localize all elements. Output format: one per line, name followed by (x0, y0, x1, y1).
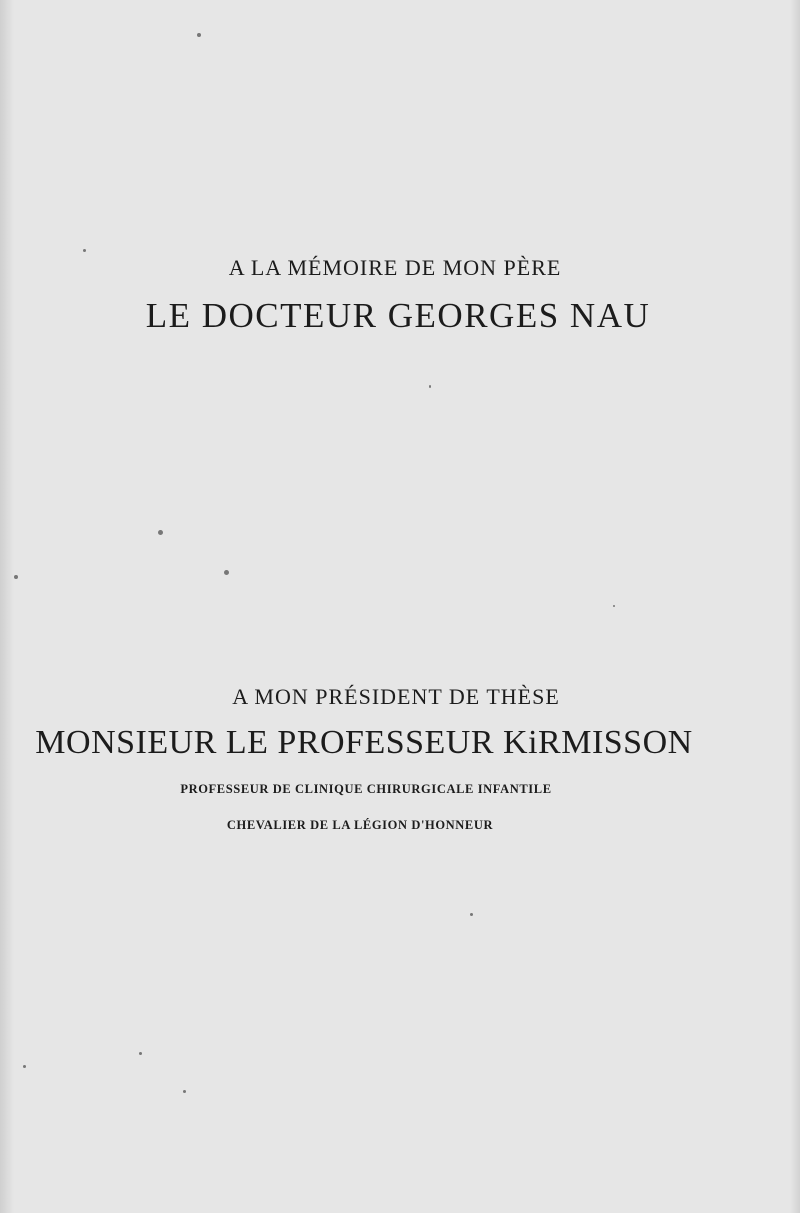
page-edge-right (790, 0, 800, 1213)
print-speck (183, 1090, 186, 1093)
dedication-father-name: LE DOCTEUR GEORGES NAU (145, 296, 651, 335)
print-speck (470, 913, 473, 916)
dedication-president-name: MONSIEUR LE PROFESSEUR KiRMISSON (35, 724, 693, 761)
print-speck (23, 1065, 26, 1068)
print-speck (429, 385, 431, 388)
print-speck (613, 605, 615, 607)
print-speck (224, 570, 229, 575)
dedication-father-line: A LA MÉMOIRE DE MON PÈRE (228, 255, 562, 280)
page-edge-left (0, 0, 14, 1213)
print-speck (197, 33, 201, 37)
print-speck (83, 249, 86, 252)
president-title-line-1: PROFESSEUR DE CLINIQUE CHIRURGICALE INFANTILE (180, 782, 552, 796)
president-title-line-2: CHEVALIER DE LA LÉGION D'HONNEUR (226, 818, 494, 832)
print-speck (139, 1052, 142, 1055)
print-speck (14, 575, 18, 579)
dedication-president-line: A MON PRÉSIDENT DE THÈSE (232, 684, 560, 709)
print-speck (158, 530, 163, 535)
